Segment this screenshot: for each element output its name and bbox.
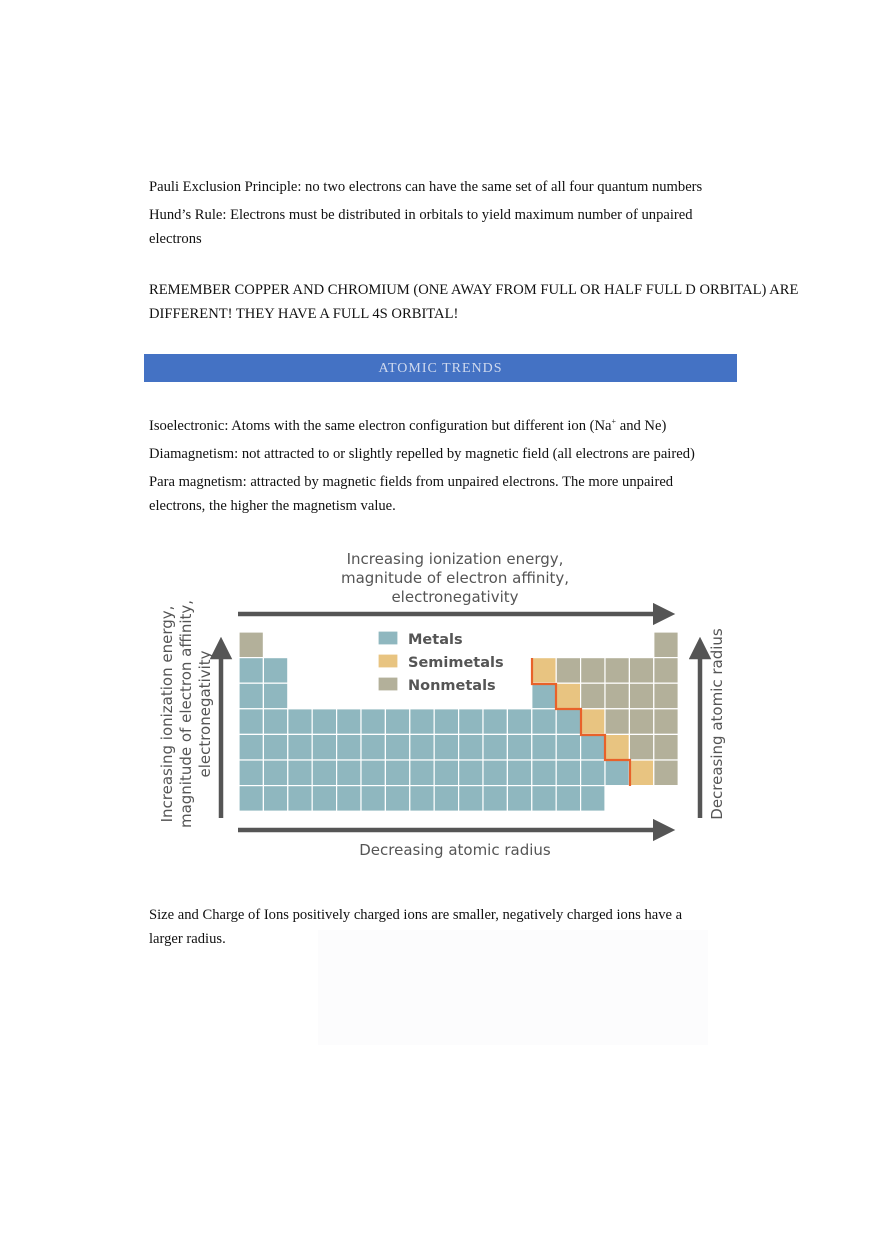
top-label-line2: magnitude of electron affinity, <box>340 569 570 587</box>
element-cell-metal <box>507 786 531 812</box>
reminder-line1: REMEMBER COPPER AND CHROMIUM (ONE AWAY FROM FULL OR HALF FULL D ORBITAL) ARE <box>149 282 799 298</box>
element-cell-nonmetal <box>654 734 678 760</box>
element-cell-metal <box>483 760 507 786</box>
isoelectronic-definition <box>149 414 829 438</box>
element-cell-metal <box>556 760 580 786</box>
element-cell-metal <box>288 709 312 735</box>
paramagnetism-definition <box>149 470 829 518</box>
element-cell-nonmetal <box>629 683 653 709</box>
element-cell-nonmetal <box>556 658 580 684</box>
element-cell-metal <box>459 786 483 812</box>
section-title: ATOMIC TRENDS <box>378 361 503 376</box>
legend-swatch-semimetals <box>378 654 398 668</box>
legend-label-nonmetals: Nonmetals <box>408 678 496 694</box>
paramagnetism-line1: Para magnetism: attracted by magnetic fields from unpaired electrons. The more unpaired <box>149 474 674 490</box>
bottom-label: Decreasing atomic radius <box>359 841 551 859</box>
element-cell-metal <box>263 734 287 760</box>
element-cell-metal <box>385 709 409 735</box>
element-cell-metal <box>239 683 263 709</box>
element-cell-nonmetal <box>629 709 653 735</box>
element-cell-metal <box>532 734 556 760</box>
paramagnetism-line2: electrons, the higher the magnetism value. <box>149 498 396 514</box>
element-cell-metal <box>507 760 531 786</box>
element-cell-metal <box>361 786 385 812</box>
element-cell-metal <box>434 786 458 812</box>
element-cell-metal <box>410 709 434 735</box>
element-cell-metal <box>288 734 312 760</box>
element-cell-metal <box>337 786 361 812</box>
hunds-rule <box>149 203 829 251</box>
element-cell-metal <box>385 734 409 760</box>
right-label <box>708 628 726 820</box>
element-cell-metal <box>410 786 434 812</box>
element-cell-metal <box>312 734 336 760</box>
element-cell-metal <box>556 709 580 735</box>
element-cell-metal <box>385 760 409 786</box>
element-cell-metal <box>263 786 287 812</box>
element-cell-nonmetal <box>654 760 678 786</box>
element-cell-metal <box>263 760 287 786</box>
left-label <box>158 600 214 828</box>
element-cell-metal <box>239 760 263 786</box>
isoelectronic-tail: and Ne) <box>616 418 667 434</box>
element-cell-metal <box>410 734 434 760</box>
element-cell-metal <box>532 683 556 709</box>
element-cell-nonmetal <box>654 632 678 658</box>
ion-size-line1: Size and Charge of Ions positively charged ions are smaller, negatively charged ions have a <box>149 907 683 923</box>
hunds-rule-line1: Hund’s Rule: Electrons must be distributed in orbitals to yield maximum number of unpaired <box>149 207 693 223</box>
element-cell-metal <box>459 709 483 735</box>
top-label-line3: electronegativity <box>391 588 519 606</box>
element-cell-metal <box>337 709 361 735</box>
element-cell-metal <box>312 709 336 735</box>
element-cell-metal <box>312 760 336 786</box>
element-cell-metal <box>459 760 483 786</box>
element-cell-nonmetal <box>654 658 678 684</box>
element-cell-metal <box>507 734 531 760</box>
legend-label-metals: Metals <box>408 632 463 648</box>
element-cell-metal <box>532 709 556 735</box>
legend-label-semimetals: Semimetals <box>408 655 504 671</box>
element-cell-metal <box>581 734 605 760</box>
element-cell-metal <box>337 760 361 786</box>
element-cell-metal <box>434 709 458 735</box>
element-cell-nonmetal <box>239 632 263 658</box>
pauli-principle: Pauli Exclusion Principle: no two electrons can have the same set of all four quantum numbers <box>149 179 703 195</box>
section-banner <box>144 354 737 382</box>
element-cell-metal <box>532 786 556 812</box>
element-cell-metal <box>263 658 287 684</box>
legend-swatch-metals <box>378 631 398 645</box>
element-cell-metal <box>385 786 409 812</box>
copper-chromium-reminder <box>149 278 849 326</box>
element-cell-nonmetal <box>654 683 678 709</box>
element-cell-nonmetal <box>605 658 629 684</box>
legend-swatch-nonmetals <box>378 677 398 691</box>
element-cell-metal <box>581 786 605 812</box>
element-cell-metal <box>556 734 580 760</box>
element-cell-metal <box>483 786 507 812</box>
element-cell-metal <box>483 709 507 735</box>
element-cell-metal <box>605 760 629 786</box>
hunds-rule-line2: electrons <box>149 231 202 247</box>
element-cell-metal <box>337 734 361 760</box>
element-cell-metal <box>263 709 287 735</box>
element-cell-semimetal <box>581 709 605 735</box>
element-cell-metal <box>288 786 312 812</box>
element-cell-nonmetal <box>605 683 629 709</box>
element-cell-metal <box>288 760 312 786</box>
isoelectronic-text: Isoelectronic: Atoms with the same electron configuration but different ion (Na <box>149 418 612 434</box>
ion-size-note <box>149 903 829 951</box>
element-cell-metal <box>410 760 434 786</box>
element-cell-metal <box>239 786 263 812</box>
element-cell-metal <box>239 658 263 684</box>
left-label-line2: magnitude of electron affinity, <box>177 599 195 829</box>
diamagnetism-definition: Diamagnetism: not attracted to or slightly repelled by magnetic field (all electrons are paired) <box>149 446 695 462</box>
element-cell-metal <box>532 760 556 786</box>
left-label-line1: Increasing ionization energy, <box>158 605 176 823</box>
legend <box>378 631 504 694</box>
element-cell-metal <box>361 734 385 760</box>
element-cell-metal <box>263 683 287 709</box>
element-cell-metal <box>239 734 263 760</box>
left-label-line3: electronegativity <box>196 650 214 778</box>
reminder-line2: DIFFERENT! THEY HAVE A FULL 4S ORBITAL! <box>149 306 459 322</box>
element-cell-semimetal <box>605 734 629 760</box>
element-cell-metal <box>361 760 385 786</box>
element-cell-nonmetal <box>581 683 605 709</box>
element-cell-nonmetal <box>629 734 653 760</box>
element-cell-metal <box>483 734 507 760</box>
element-cell-metal <box>239 709 263 735</box>
ion-size-line2: larger radius. <box>149 931 226 947</box>
element-cell-nonmetal <box>654 709 678 735</box>
element-cell-metal <box>556 786 580 812</box>
element-cell-metal <box>312 786 336 812</box>
periodic-trends-figure <box>148 538 738 868</box>
element-cell-metal <box>581 760 605 786</box>
element-cell-semimetal <box>532 658 556 684</box>
element-cell-nonmetal <box>629 658 653 684</box>
element-cell-nonmetal <box>605 709 629 735</box>
element-cell-metal <box>361 709 385 735</box>
element-cell-metal <box>434 760 458 786</box>
element-cell-semimetal <box>629 760 653 786</box>
right-label-text: Decreasing atomic radius <box>708 628 726 820</box>
top-label-line1: Increasing ionization energy, <box>346 550 564 568</box>
sodium-charge: + <box>611 417 617 427</box>
element-cell-metal <box>507 709 531 735</box>
element-cell-nonmetal <box>581 658 605 684</box>
element-cell-semimetal <box>556 683 580 709</box>
element-cell-metal <box>459 734 483 760</box>
element-cell-metal <box>434 734 458 760</box>
